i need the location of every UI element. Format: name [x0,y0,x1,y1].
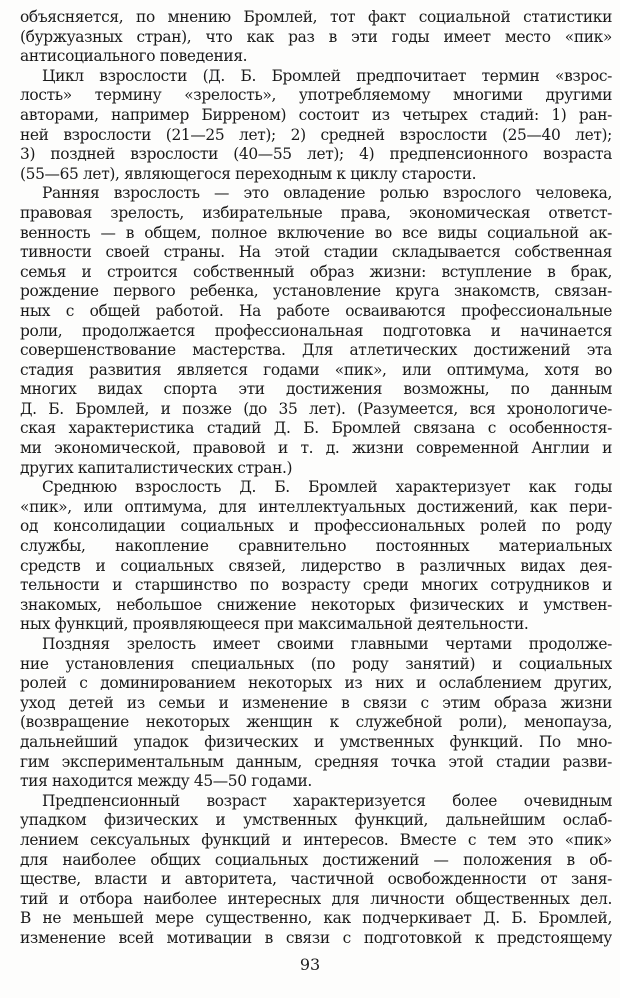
text-line: ных с общей работой. На работе осваиваются профессиональные [20,301,612,320]
text-line: правовая зрелость, избирательные права, экономическая ответст- [20,203,612,222]
text-line: Среднюю взрослость Д. Б. Бромлей характеризует как годы [42,478,612,497]
text-line: ных функций, проявляющееся при максимальной деятельности. [20,615,529,634]
text-line: рождение первого ребенка, установление круга знакомств, связан- [20,282,612,301]
text-line: многих видах спорта эти достижения возможны, по данным [20,380,612,399]
text-line: ми экономической, правовой и т. д. жизни современной Англии и [20,439,612,458]
text-line: тий и отбора наиболее интересных для личности общественных дел. [20,889,612,908]
text-line: В не меньшей мере существенно, как подчеркивает Д. Б. Бромлей, [20,909,612,928]
page-number: 93 [299,955,321,974]
text-line: роли, продолжается профессиональная подготовка и начинается [20,321,612,340]
text-line: авторами, например Бирреном) состоит из четырех стадий: 1) ран- [20,105,612,124]
text-line: уход детей из семьи и изменение в связи с этим образа жизни [20,693,612,712]
text-line: семья и строится собственный образ жизни: вступление в брак, [20,262,612,281]
text-line: (возвращение некоторых женщин к служебной роли), менопауза, [20,713,612,732]
text-line: ская характеристика стадий Д. Б. Бромлей связана с особенностя- [20,419,612,438]
paragraph [20,635,612,792]
text-line: Предпенсионный возраст характеризуется более очевидным [42,791,612,810]
text-line: Цикл взрослости (Д. Б. Бромлей предпочитает термин «взрос- [42,66,612,85]
text-line: лость» термину «зрелость», употребляемому многими другими [20,86,612,105]
paragraph [20,184,612,478]
text-line: упадком физических и умственных функций, дальнейшим ослаб- [20,811,612,830]
text-line: лением сексуальных функций и интересов. Вместе с тем это «пик» [20,830,612,849]
paragraph [20,67,612,185]
text-line: (буржуазных стран), что как раз в эти годы имеет место «пик» [20,27,612,46]
text-line: «пик», или оптимума, для интеллектуальных достижений, как пери- [20,497,612,516]
text-line: од консолидации социальных и профессиональных ролей по роду [20,517,612,536]
paragraph [20,8,612,67]
text-line: тия находится между 45—50 годами. [20,772,312,791]
text-line: для наиболее общих социальных достижений — положения в об- [20,850,612,869]
text-line: венность — в общем, полное включение во все виды социальной ак- [20,223,612,242]
text-line: дальнейший упадок физических и умственных функций. По мно- [20,732,612,751]
text-line: ней взрослости (21—25 лет); 2) средней взрослости (25—40 лет); [20,125,612,144]
text-line: ние установления специальных (по роду занятий) и социальных [20,654,612,673]
text-line: (55—65 лет), являющегося переходным к циклу старости. [20,164,477,183]
text-line: Д. Б. Бромлей, и позже (до 35 лет). (Разумеется, вся хронологиче- [20,399,612,418]
text-line: объясняется, по мнению Бромлей, тот факт социальной статистики [20,8,612,26]
text-line: 3) поздней взрослости (40—55 лет); 4) предпенсионного возраста [20,145,612,164]
text-line: знакомых, небольшое снижение некоторых физических и умствен- [20,595,612,614]
text-line: тельности и старшинство по возрасту среди многих сотрудников и [20,576,612,595]
text-line: Поздняя зрелость имеет своими главными чертами продолже- [42,635,612,653]
text-line: стадия развития является годами «пик», или оптимума, хотя во [20,360,612,379]
text-line: Ранняя взрослость — это овладение ролью взрослого человека, [42,184,612,203]
text-line: совершенствование мастерства. Для атлетических достижений эта [20,341,612,360]
text-line: ществе, власти и авторитета, частичной освобожденности от заня- [20,870,612,889]
text-line: антисоциального поведения. [20,47,248,66]
paragraph [20,792,612,949]
text-line: гим экспериментальным данным, средняя точка этой стадии разви- [20,752,612,771]
paragraph [20,478,612,635]
text-line: ролей с доминированием некоторых из них и ослаблением других, [20,674,612,693]
text-line: других капиталистических стран.) [20,458,293,477]
text-line: тивности своей страны. На этой стадии складывается собственная [20,243,612,262]
text-line: изменение всей мотивации в связи с подготовкой к предстоящему [20,928,612,947]
text-line: средств и социальных связей, лидерство в различных видах дея- [20,556,612,575]
text-line: службы, накопление сравнительно постоянных материальных [20,537,612,556]
body-text [20,8,612,949]
